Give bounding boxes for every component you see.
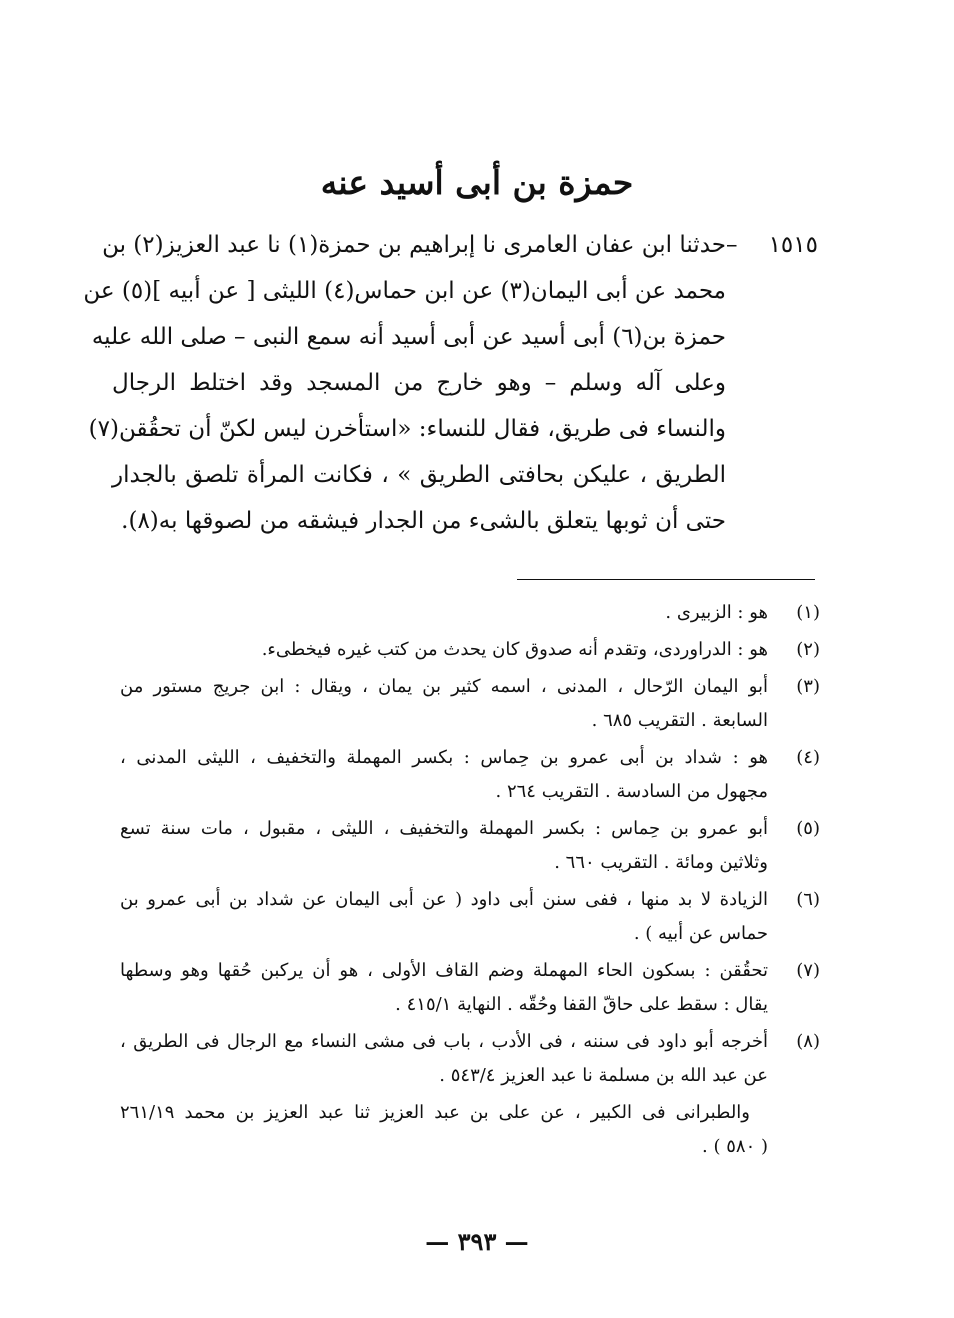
hadith-line: حتى أن ثوبها يتعلق بالشىء من الجدار فيشقه من لصوقها به(٨).	[121, 508, 726, 534]
hadith-line: الطريق ، عليكن بحافتى الطريق » ، فكانت المرأة تلصق بالجدار	[112, 462, 726, 488]
footnote-line: مجهول من السادسة . التقريب ٢٦٤ .	[495, 781, 768, 802]
hadith-line: وعلى آله وسلم – وهو خارج من المسجد وقد اختلط الرجال	[112, 370, 726, 396]
footnote-number: (٧)	[796, 960, 820, 981]
footnote-number: (٢)	[796, 639, 820, 660]
footnote-number: (٤)	[796, 747, 820, 768]
footnote	[120, 670, 820, 738]
footnote	[120, 954, 820, 1022]
hadith-text	[83, 222, 818, 544]
footnote-line: وثلاثين ومائة . التقريب ٦٦٠ .	[554, 852, 768, 873]
footnote-line: حماس عن أبيه ) .	[633, 923, 768, 944]
footnote-line: أبو اليمان الرّحال ، المدنى ، اسمه كثير بن يمان ، ويقال : ابن جريج مستور من	[120, 676, 768, 697]
footnote-line: تحقُقن : بسكون الحاء المهملة وضم القاف الأولى ، هو أن يركبن حُقها وهو وسطها	[120, 960, 768, 981]
footnote-line: أبو عمرو بن حِماس : بكسر المهملة والتخفيف ، الليثى ، مقبول ، مات سنة تسع	[120, 818, 768, 839]
section-heading: حمزة بن أبى أسيد عنه	[320, 163, 634, 202]
footnote	[120, 741, 820, 809]
footnote	[120, 883, 820, 951]
hadith-number: ١٥١٥ –	[726, 232, 818, 258]
footnote-line: عن عبد الله بن مسلمة نا عبد العزيز ٥٤٣/٤ .	[439, 1065, 768, 1086]
hadith-line: ١٥١٥ –حدثنا ابن عفان العامرى نا إبراهيم بن حمزة(١) نا عبد العزيز(٢) بن	[112, 222, 818, 268]
footnote-continuation	[120, 1096, 820, 1164]
footnote-number: (٨)	[796, 1031, 820, 1052]
footnote-number: (٥)	[796, 818, 820, 839]
footnote-line: هو : الدراوردى، وتقدم أنه صدوق كان يحدث من كتب غيره فيخطىء.	[261, 639, 768, 660]
footnotes	[120, 596, 820, 1164]
footnote-number: (١)	[796, 602, 820, 623]
footnote-number: (٦)	[796, 889, 820, 910]
footnote	[120, 596, 820, 630]
footnote	[120, 1025, 820, 1093]
hadith-line: محمد عن أبى اليمان(٣) عن ابن حماس(٤) الليثى [ عن أبيه ](٥) عن	[83, 278, 726, 304]
footnote-line: ( ٥٨٠ ) .	[702, 1136, 768, 1157]
footnote-line: هو : الزبيرى .	[665, 602, 768, 623]
footnote-line: أخرجه أبو داود فى سننه ، فى الأدب ، باب فى مشى النساء مع الرجال فى الطريق ،	[120, 1031, 768, 1052]
footnote-number: (٣)	[796, 676, 820, 697]
hadith-line: والنساء فى طريق، فقال للنساء: «استأخرن ليس لكنّ أن تحقُقن(٧)	[88, 416, 726, 442]
footnote	[120, 812, 820, 880]
footnote-divider	[517, 579, 815, 580]
footnote-line: هو : شداد بن أبى عمرو بن حِماس : بكسر المهملة والتخفيف ، الليثى المدنى ،	[120, 747, 768, 768]
footnote-line: الزيادة لا بد منها ، ففى سنن أبى داود ( عن أبى اليمان عن شداد بن أبى عمرو بن	[120, 889, 768, 910]
footnote-line: والطبرانى فى الكبير ، عن على بن عبد العزيز ثنا عبد العزيز بن محمد ٢٦١/١٩	[120, 1102, 750, 1123]
page-number: — ٣٩٣ —	[425, 1227, 529, 1256]
footnote	[120, 633, 820, 667]
hadith-line: حمزة بن(٦) أبى أسيد عن أبى أسيد أنه سمع النبى – صلى الله عليه	[91, 324, 726, 350]
footnote-line: السابعة . التقريب ٦٨٥ .	[591, 710, 768, 731]
footnote-line: يقال : سقط على حاقّ القفا وحُقّه . النهاية ٤١٥/١ .	[395, 994, 768, 1015]
